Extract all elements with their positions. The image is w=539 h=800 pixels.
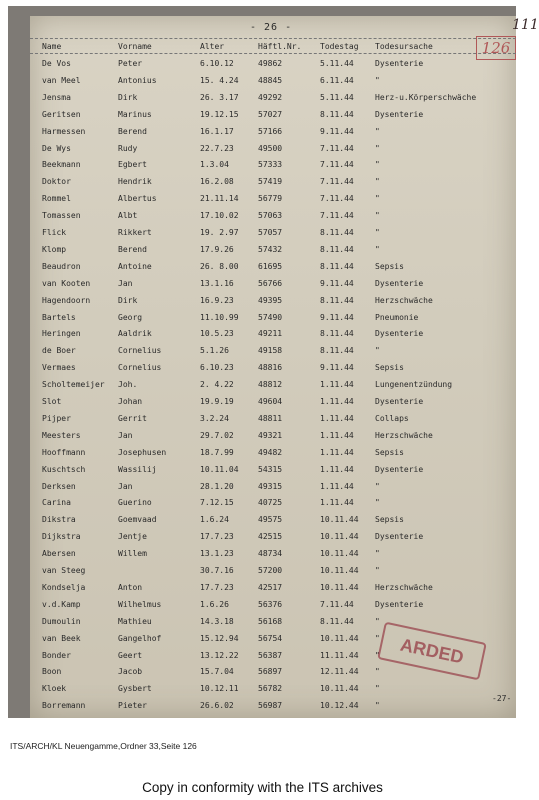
cell-haeftl-nr: 56387 (258, 650, 283, 660)
cell-vorname: Albt (118, 211, 138, 221)
cell-haeftl-nr: 49604 (258, 397, 283, 406)
table-row (30, 580, 516, 595)
table-row (30, 343, 516, 358)
cell-name: Pijper (42, 413, 71, 423)
cell-todestag: 9.11.44 (320, 363, 354, 373)
table-row (30, 546, 516, 561)
cell-alter: 16.1.17 (200, 126, 234, 136)
cell-alter: 11.10.99 (200, 312, 239, 322)
cell-haeftl-nr: 42517 (258, 582, 283, 592)
cell-todestag: 8.11.44 (320, 109, 354, 119)
cell-alter: 1.6.26 (200, 599, 229, 609)
cell-todestag: 10.11.44 (320, 515, 359, 525)
cell-vorname: Aaldrik (118, 329, 152, 339)
cell-todesursache: Pneumonie (375, 312, 419, 322)
cell-vorname: Anton (118, 582, 143, 592)
cell-todesursache: Sepsis (375, 261, 404, 271)
cell-todesursache: Dysenterie (375, 599, 424, 609)
cell-haeftl-nr: 48734 (258, 549, 283, 559)
cell-name: Derksen (42, 481, 76, 491)
cell-haeftl-nr: 57333 (258, 160, 283, 170)
cell-todesursache: Dysenterie (375, 59, 424, 68)
cell-todestag: 8.11.44 (320, 616, 354, 626)
cell-alter: 17.10.02 (200, 211, 239, 221)
cell-name: van Kooten (42, 278, 91, 288)
cell-vorname: Cornelius (118, 346, 162, 356)
cell-todesursache: " (375, 701, 380, 711)
cell-name: Jensma (42, 92, 71, 102)
cell-name: Hagendoorn (42, 295, 91, 305)
cell-alter: 17.7.23 (200, 532, 234, 542)
cell-haeftl-nr: 42515 (258, 532, 283, 542)
header-alter: Alter (200, 42, 225, 51)
cell-alter: 26. 3.17 (200, 92, 239, 102)
cell-name: Kloek (42, 684, 67, 694)
cell-haeftl-nr: 57057 (258, 228, 283, 237)
cell-todesursache: " (375, 633, 380, 643)
cell-todesursache: Sepsis (375, 515, 404, 525)
cell-todestag: 8.11.44 (320, 244, 354, 254)
cell-todestag: 10.11.44 (320, 549, 359, 559)
cell-name: De Wys (42, 143, 71, 153)
cell-name: Rommel (42, 194, 71, 204)
cell-todestag: 8.11.44 (320, 295, 354, 305)
cell-name: Carina (42, 498, 71, 508)
cell-name: Heringen (42, 329, 81, 339)
cell-todesursache: " (375, 616, 380, 626)
cell-alter: 10.12.11 (200, 684, 239, 694)
cell-vorname: Gerrit (118, 413, 147, 423)
cell-name: Doktor (42, 177, 71, 187)
cell-todesursache: " (375, 684, 380, 694)
cell-todesursache: Dysenterie (375, 278, 424, 288)
cell-name: Hooffmann (42, 447, 86, 457)
cell-vorname: Jan (118, 481, 133, 491)
cell-vorname: Rikkert (118, 228, 152, 237)
cell-todesursache: Sepsis (375, 447, 404, 457)
cell-name: Beekmann (42, 160, 81, 170)
cell-vorname: Cornelius (118, 363, 162, 373)
table-row (30, 428, 516, 443)
cell-vorname: Rudy (118, 143, 138, 153)
cell-name: de Boer (42, 346, 76, 356)
page-number: - 26 - (250, 22, 293, 33)
cell-name: Scholtemeijer (42, 380, 105, 390)
cell-name: Borremann (42, 701, 86, 711)
table-row (30, 141, 516, 156)
table-row (30, 360, 516, 375)
cell-vorname: Joh. (118, 380, 138, 390)
cell-todesursache: Sepsis (375, 363, 404, 373)
cell-alter: 15.7.04 (200, 667, 234, 677)
cell-vorname: Wilhelmus (118, 599, 162, 609)
table-header (30, 38, 516, 54)
cell-vorname: Pieter (118, 701, 147, 711)
document-page (30, 16, 539, 718)
cell-alter: 1.3.04 (200, 160, 229, 170)
cell-todestag: 5.11.44 (320, 92, 354, 102)
table-row (30, 293, 516, 308)
cell-todesursache: Dysenterie (375, 397, 424, 406)
cell-name: v.d.Kamp (42, 599, 81, 609)
archive-reference: ITS/ARCH/KL Neuengamme,Ordner 33,Seite 126 (10, 741, 197, 751)
stamped-page-number: 126 (476, 36, 516, 60)
cell-todesursache: Collaps (375, 413, 409, 423)
table-row (30, 512, 516, 527)
cell-vorname: Guerino (118, 498, 152, 508)
cell-name: Geritsen (42, 109, 81, 119)
table-row (30, 597, 516, 612)
cell-todestag: 7.11.44 (320, 211, 354, 221)
cell-vorname: Antonius (118, 75, 157, 85)
table-row (30, 124, 516, 139)
cell-todestag: 7.11.44 (320, 143, 354, 153)
cell-alter: 13.1.16 (200, 278, 234, 288)
cell-haeftl-nr: 56782 (258, 684, 283, 694)
cell-alter: 26.6.02 (200, 701, 234, 711)
table-row (30, 191, 516, 206)
cell-todestag: 10.11.44 (320, 582, 359, 592)
cell-todestag: 9.11.44 (320, 278, 354, 288)
cell-todesursache: Dysenterie (375, 532, 424, 542)
cell-todestag: 1.11.44 (320, 380, 354, 390)
cell-name: Klomp (42, 244, 67, 254)
table-row (30, 394, 516, 409)
cell-alter: 15.12.94 (200, 633, 239, 643)
cell-name: Bonder (42, 650, 71, 660)
cell-vorname: Berend (118, 244, 147, 254)
cell-name: Bartels (42, 312, 76, 322)
cell-vorname: Georg (118, 312, 143, 322)
cell-todestag: 1.11.44 (320, 481, 354, 491)
cell-name: Dijkstra (42, 532, 81, 542)
cell-alter: 21.11.14 (200, 194, 239, 204)
cell-todestag: 10.11.44 (320, 532, 359, 542)
cell-haeftl-nr: 48845 (258, 75, 283, 85)
cell-haeftl-nr: 61695 (258, 261, 283, 271)
table-row (30, 107, 516, 122)
cell-haeftl-nr: 56766 (258, 278, 283, 288)
cell-name: Abersen (42, 549, 76, 559)
cell-name: Tomassen (42, 211, 81, 221)
cell-alter: 6.10.23 (200, 363, 234, 373)
cell-name: Meesters (42, 430, 81, 440)
cell-alter: 19.12.15 (200, 109, 239, 119)
cell-todesursache: " (375, 566, 380, 575)
cell-name: Beaudron (42, 261, 81, 271)
cell-vorname: Mathieu (118, 616, 152, 626)
cell-haeftl-nr: 56779 (258, 194, 283, 204)
cell-todesursache: " (375, 143, 380, 153)
cell-haeftl-nr: 49211 (258, 329, 283, 339)
cell-alter: 19.9.19 (200, 397, 234, 406)
cell-vorname: Jacob (118, 667, 143, 677)
cell-todesursache: " (375, 75, 380, 85)
cell-vorname: Gangelhof (118, 633, 162, 643)
cell-todestag: 1.11.44 (320, 413, 354, 423)
cell-todesursache: " (375, 650, 380, 660)
cell-alter: 1.6.24 (200, 515, 229, 525)
cell-alter: 19. 2.97 (200, 228, 239, 237)
cell-haeftl-nr: 57063 (258, 211, 283, 221)
cell-todesursache: Dysenterie (375, 329, 424, 339)
cell-name: Flick (42, 228, 67, 237)
cell-todestag: 1.11.44 (320, 430, 354, 440)
cell-haeftl-nr: 49482 (258, 447, 283, 457)
table-row (30, 174, 516, 189)
cell-todestag: 10.11.44 (320, 633, 359, 643)
cell-haeftl-nr: 49158 (258, 346, 283, 356)
cell-todestag: 1.11.44 (320, 498, 354, 508)
table-row (30, 614, 516, 629)
cell-name: Boon (42, 667, 62, 677)
corner-mark: -27- (492, 694, 512, 703)
cell-alter: 10.11.04 (200, 464, 239, 474)
cell-haeftl-nr: 49575 (258, 515, 283, 525)
header-haeftl-nr: Häftl.Nr. (258, 42, 302, 51)
table-row (30, 157, 516, 172)
cell-vorname: Dirk (118, 92, 138, 102)
cell-haeftl-nr: 48811 (258, 413, 283, 423)
cell-todesursache: Herzschwäche (375, 295, 433, 305)
cell-haeftl-nr: 49292 (258, 92, 283, 102)
cell-haeftl-nr: 57166 (258, 126, 283, 136)
cell-vorname: Dirk (118, 295, 138, 305)
handwritten-number: 111 (512, 17, 539, 33)
scan-background (8, 6, 539, 718)
cell-todestag: 11.11.44 (320, 650, 359, 660)
cell-haeftl-nr: 49315 (258, 481, 283, 491)
cell-todestag: 7.11.44 (320, 599, 354, 609)
cell-vorname: Johan (118, 397, 143, 406)
cell-todestag: 10.11.44 (320, 566, 359, 575)
cell-alter: 18.7.99 (200, 447, 234, 457)
cell-name: van Meel (42, 75, 81, 85)
cell-todesursache: " (375, 194, 380, 204)
table-row (30, 208, 516, 223)
cell-todesursache: Herz-u.Körperschwäche (375, 92, 477, 102)
cell-todesursache: " (375, 667, 380, 677)
cell-alter: 6.10.12 (200, 59, 234, 68)
cell-vorname: Egbert (118, 160, 147, 170)
cell-haeftl-nr: 48816 (258, 363, 283, 373)
cell-alter: 2. 4.22 (200, 380, 234, 390)
cell-todestag: 7.11.44 (320, 177, 354, 187)
cell-haeftl-nr: 56168 (258, 616, 283, 626)
cell-vorname: Gysbert (118, 684, 152, 694)
cell-todesursache: " (375, 228, 380, 237)
cell-todestag: 8.11.44 (320, 346, 354, 356)
cell-alter: 16.2.08 (200, 177, 234, 187)
table-row (30, 225, 516, 240)
cell-haeftl-nr: 56376 (258, 599, 283, 609)
cell-alter: 16.9.23 (200, 295, 234, 305)
cell-vorname: Geert (118, 650, 143, 660)
cell-alter: 17.9.26 (200, 244, 234, 254)
table-row (30, 377, 516, 392)
cell-todesursache: Dysenterie (375, 109, 424, 119)
cell-haeftl-nr: 49862 (258, 59, 283, 68)
cell-todesursache: " (375, 498, 380, 508)
table-row (30, 445, 516, 460)
header-todestag: Todestag (320, 42, 359, 51)
cell-alter: 14.3.18 (200, 616, 234, 626)
cell-name: Dumoulin (42, 616, 81, 626)
table-row (30, 411, 516, 426)
table-row (30, 90, 516, 105)
cell-haeftl-nr: 40725 (258, 498, 283, 508)
cell-vorname: Jan (118, 430, 133, 440)
cell-vorname: Peter (118, 59, 143, 68)
table-row (30, 276, 516, 291)
cell-name: Slot (42, 397, 62, 406)
table-row (30, 310, 516, 325)
cell-alter: 13.12.22 (200, 650, 239, 660)
cell-alter: 3.2.24 (200, 413, 229, 423)
cell-todestag: 7.11.44 (320, 160, 354, 170)
cell-name: Dikstra (42, 515, 76, 525)
cell-haeftl-nr: 54315 (258, 464, 283, 474)
cell-haeftl-nr: 49500 (258, 143, 283, 153)
cell-name: Vermaes (42, 363, 76, 373)
cell-name: Harmessen (42, 126, 86, 136)
cell-vorname: Jan (118, 278, 133, 288)
cell-todestag: 5.11.44 (320, 59, 354, 68)
table-row (30, 73, 516, 88)
cell-todestag: 7.11.44 (320, 194, 354, 204)
table-row (30, 698, 516, 713)
cell-vorname: Marinus (118, 109, 152, 119)
table-row (30, 56, 516, 71)
header-name: Name (42, 42, 62, 51)
cell-todesursache: Herzschwäche (375, 582, 433, 592)
cell-alter: 13.1.23 (200, 549, 234, 559)
cell-vorname: Josephusen (118, 447, 167, 457)
cell-haeftl-nr: 49321 (258, 430, 283, 440)
cell-name: Kondselja (42, 582, 86, 592)
cell-todestag: 8.11.44 (320, 228, 354, 237)
cell-todestag: 10.12.44 (320, 701, 359, 711)
cell-haeftl-nr: 56897 (258, 667, 283, 677)
table-row (30, 462, 516, 477)
table-row (30, 479, 516, 494)
table-row (30, 495, 516, 510)
cell-alter: 28.1.20 (200, 481, 234, 491)
cell-vorname: Wassilij (118, 464, 157, 474)
cell-haeftl-nr: 56987 (258, 701, 283, 711)
cell-todestag: 8.11.44 (320, 261, 354, 271)
cell-vorname: Antoine (118, 261, 152, 271)
cell-todestag: 1.11.44 (320, 447, 354, 457)
cell-haeftl-nr: 57432 (258, 244, 283, 254)
cell-name: van Steeg (42, 566, 86, 575)
header-vorname: Vorname (118, 42, 152, 51)
cell-todesursache: " (375, 177, 380, 187)
table-row (30, 681, 516, 696)
cell-alter: 10.5.23 (200, 329, 234, 339)
cell-alter: 15. 4.24 (200, 75, 239, 85)
cell-todestag: 9.11.44 (320, 126, 354, 136)
cell-haeftl-nr: 57200 (258, 566, 283, 575)
cell-alter: 30.7.16 (200, 566, 234, 575)
cell-todesursache: " (375, 211, 380, 221)
cell-todesursache: " (375, 244, 380, 254)
cell-todestag: 9.11.44 (320, 312, 354, 322)
cell-vorname: Goemvaad (118, 515, 157, 525)
cell-haeftl-nr: 57027 (258, 109, 283, 119)
cell-haeftl-nr: 57419 (258, 177, 283, 187)
cell-name: van Beek (42, 633, 81, 643)
cell-vorname: Berend (118, 126, 147, 136)
cell-haeftl-nr: 57490 (258, 312, 283, 322)
cell-todesursache: Dysenterie (375, 464, 424, 474)
cell-todestag: 8.11.44 (320, 329, 354, 339)
cell-todesursache: " (375, 549, 380, 559)
table-row (30, 326, 516, 341)
cell-todestag: 10.11.44 (320, 684, 359, 694)
discarded-stamp: ARDED (377, 622, 487, 681)
cell-todesursache: Herzschwäche (375, 430, 433, 440)
cell-alter: 26. 8.00 (200, 261, 239, 271)
table-row (30, 242, 516, 257)
header-todesursache: Todesursache (375, 42, 433, 51)
cell-todesursache: " (375, 126, 380, 136)
cell-todesursache: " (375, 160, 380, 170)
cell-alter: 22.7.23 (200, 143, 234, 153)
cell-alter: 17.7.23 (200, 582, 234, 592)
copy-notice: Copy in conformity with the ITS archives (142, 780, 383, 795)
cell-todestag: 12.11.44 (320, 667, 359, 677)
cell-todesursache: " (375, 481, 380, 491)
cell-todestag: 1.11.44 (320, 464, 354, 474)
table-row (30, 259, 516, 274)
table-row (30, 529, 516, 544)
cell-alter: 7.12.15 (200, 498, 234, 508)
cell-vorname: Willem (118, 549, 147, 559)
cell-haeftl-nr: 49395 (258, 295, 283, 305)
cell-name: Kuschtsch (42, 464, 86, 474)
cell-name: De Vos (42, 59, 71, 68)
cell-vorname: Jentje (118, 532, 147, 542)
cell-haeftl-nr: 56754 (258, 633, 283, 643)
cell-haeftl-nr: 48812 (258, 380, 283, 390)
cell-todesursache: " (375, 346, 380, 356)
cell-vorname: Albertus (118, 194, 157, 204)
table-row (30, 563, 516, 578)
cell-alter: 29.7.02 (200, 430, 234, 440)
cell-vorname: Hendrik (118, 177, 152, 187)
cell-todestag: 1.11.44 (320, 397, 354, 406)
cell-todestag: 6.11.44 (320, 75, 354, 85)
cell-todesursache: Lungenentzündung (375, 380, 453, 390)
cell-alter: 5.1.26 (200, 346, 229, 356)
